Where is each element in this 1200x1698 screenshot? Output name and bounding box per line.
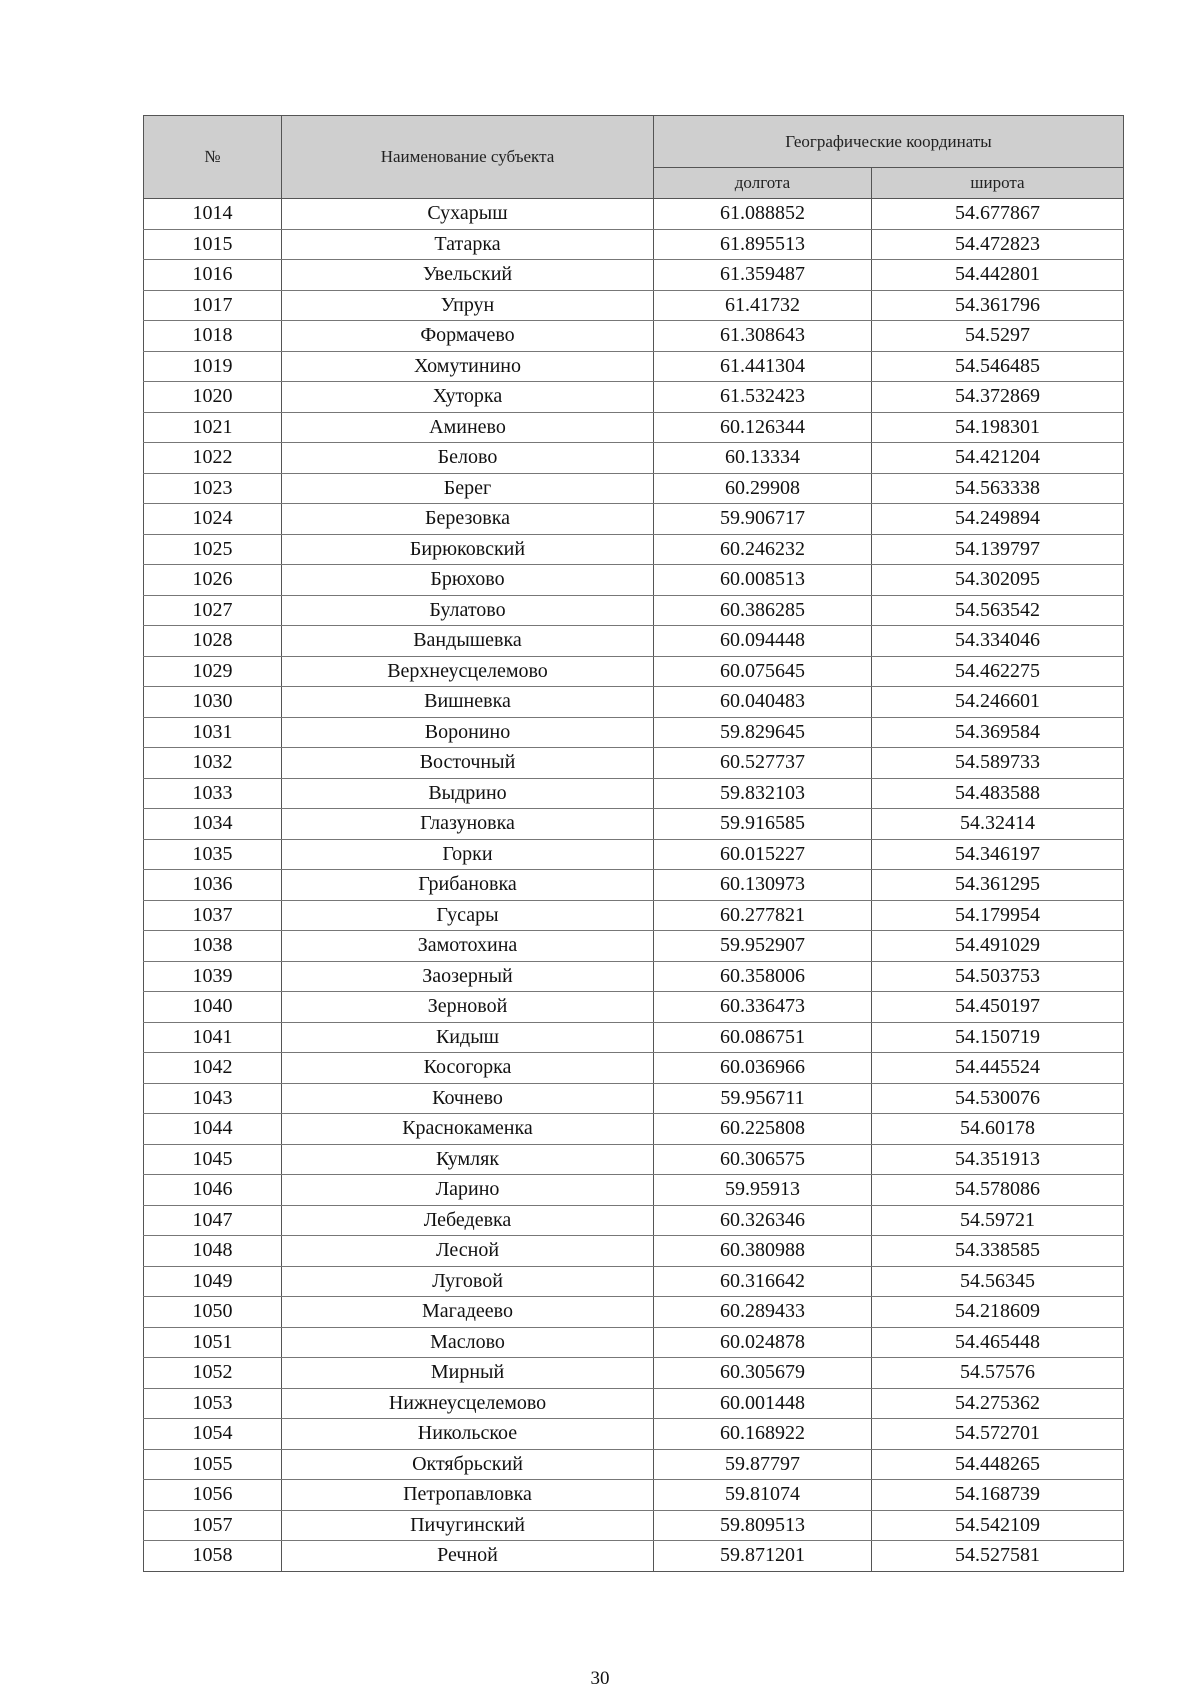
cell-longitude: 60.094448 <box>654 626 872 657</box>
table-row <box>144 1266 1124 1297</box>
cell-number: 1056 <box>144 1480 282 1511</box>
cell-latitude: 54.275362 <box>872 1388 1124 1419</box>
cell-latitude: 54.5297 <box>872 321 1124 352</box>
cell-latitude: 54.139797 <box>872 534 1124 565</box>
table-row <box>144 1144 1124 1175</box>
cell-latitude: 54.57576 <box>872 1358 1124 1389</box>
table-row <box>144 1053 1124 1084</box>
cell-longitude: 59.952907 <box>654 931 872 962</box>
cell-number: 1030 <box>144 687 282 718</box>
table-row <box>144 717 1124 748</box>
cell-longitude: 60.015227 <box>654 839 872 870</box>
table-row <box>144 656 1124 687</box>
cell-longitude: 60.126344 <box>654 412 872 443</box>
table-row <box>144 260 1124 291</box>
cell-latitude: 54.351913 <box>872 1144 1124 1175</box>
cell-latitude: 54.450197 <box>872 992 1124 1023</box>
cell-number: 1021 <box>144 412 282 443</box>
header-coordinates: Географические координаты <box>654 116 1124 168</box>
cell-number: 1031 <box>144 717 282 748</box>
cell-latitude: 54.472823 <box>872 229 1124 260</box>
table-row <box>144 412 1124 443</box>
cell-latitude: 54.150719 <box>872 1022 1124 1053</box>
cell-longitude: 59.916585 <box>654 809 872 840</box>
cell-longitude: 59.906717 <box>654 504 872 535</box>
table-row <box>144 229 1124 260</box>
cell-number: 1029 <box>144 656 282 687</box>
table-row <box>144 351 1124 382</box>
table-row <box>144 1236 1124 1267</box>
cell-longitude: 60.316642 <box>654 1266 872 1297</box>
table-row <box>144 1480 1124 1511</box>
table-row <box>144 1297 1124 1328</box>
cell-latitude: 54.462275 <box>872 656 1124 687</box>
cell-name: Петропавловка <box>282 1480 654 1511</box>
cell-number: 1050 <box>144 1297 282 1328</box>
cell-number: 1033 <box>144 778 282 809</box>
cell-number: 1054 <box>144 1419 282 1450</box>
cell-latitude: 54.372869 <box>872 382 1124 413</box>
table-row <box>144 1205 1124 1236</box>
table-row <box>144 1419 1124 1450</box>
cell-number: 1022 <box>144 443 282 474</box>
cell-name: Кумляк <box>282 1144 654 1175</box>
cell-longitude: 60.130973 <box>654 870 872 901</box>
cell-latitude: 54.491029 <box>872 931 1124 962</box>
cell-number: 1017 <box>144 290 282 321</box>
cell-number: 1015 <box>144 229 282 260</box>
cell-latitude: 54.361796 <box>872 290 1124 321</box>
header-name: Наименование субъекта <box>282 116 654 199</box>
cell-latitude: 54.530076 <box>872 1083 1124 1114</box>
cell-name: Косогорка <box>282 1053 654 1084</box>
cell-name: Кочнево <box>282 1083 654 1114</box>
cell-number: 1036 <box>144 870 282 901</box>
table-row <box>144 565 1124 596</box>
cell-number: 1049 <box>144 1266 282 1297</box>
cell-longitude: 61.895513 <box>654 229 872 260</box>
cell-longitude: 60.305679 <box>654 1358 872 1389</box>
cell-number: 1038 <box>144 931 282 962</box>
cell-latitude: 54.677867 <box>872 199 1124 230</box>
table-row <box>144 504 1124 535</box>
cell-longitude: 60.358006 <box>654 961 872 992</box>
cell-number: 1052 <box>144 1358 282 1389</box>
cell-latitude: 54.32414 <box>872 809 1124 840</box>
table-row <box>144 992 1124 1023</box>
table-row <box>144 1388 1124 1419</box>
cell-number: 1032 <box>144 748 282 779</box>
cell-longitude: 61.532423 <box>654 382 872 413</box>
cell-name: Воронино <box>282 717 654 748</box>
cell-name: Берег <box>282 473 654 504</box>
cell-longitude: 60.29908 <box>654 473 872 504</box>
cell-number: 1047 <box>144 1205 282 1236</box>
cell-name: Белово <box>282 443 654 474</box>
cell-longitude: 60.225808 <box>654 1114 872 1145</box>
cell-longitude: 59.832103 <box>654 778 872 809</box>
table-row <box>144 687 1124 718</box>
table-row <box>144 1175 1124 1206</box>
cell-longitude: 60.001448 <box>654 1388 872 1419</box>
cell-name: Грибановка <box>282 870 654 901</box>
cell-number: 1044 <box>144 1114 282 1145</box>
cell-number: 1016 <box>144 260 282 291</box>
cell-number: 1035 <box>144 839 282 870</box>
cell-latitude: 54.56345 <box>872 1266 1124 1297</box>
table-row <box>144 1083 1124 1114</box>
cell-name: Магадеево <box>282 1297 654 1328</box>
cell-longitude: 60.306575 <box>654 1144 872 1175</box>
cell-number: 1025 <box>144 534 282 565</box>
cell-name: Зерновой <box>282 992 654 1023</box>
cell-latitude: 54.246601 <box>872 687 1124 718</box>
cell-name: Кидыш <box>282 1022 654 1053</box>
table-row <box>144 1541 1124 1572</box>
cell-name: Нижнеусцелемово <box>282 1388 654 1419</box>
cell-name: Заозерный <box>282 961 654 992</box>
cell-longitude: 59.829645 <box>654 717 872 748</box>
cell-number: 1039 <box>144 961 282 992</box>
cell-number: 1051 <box>144 1327 282 1358</box>
cell-name: Луговой <box>282 1266 654 1297</box>
table-row <box>144 1510 1124 1541</box>
table-row <box>144 473 1124 504</box>
cell-number: 1027 <box>144 595 282 626</box>
cell-number: 1028 <box>144 626 282 657</box>
table-row <box>144 961 1124 992</box>
table-row <box>144 534 1124 565</box>
cell-longitude: 59.956711 <box>654 1083 872 1114</box>
cell-latitude: 54.445524 <box>872 1053 1124 1084</box>
cell-longitude: 60.527737 <box>654 748 872 779</box>
cell-name: Мирный <box>282 1358 654 1389</box>
cell-number: 1040 <box>144 992 282 1023</box>
cell-latitude: 54.369584 <box>872 717 1124 748</box>
cell-latitude: 54.465448 <box>872 1327 1124 1358</box>
cell-latitude: 54.346197 <box>872 839 1124 870</box>
table-row <box>144 290 1124 321</box>
cell-name: Вандышевка <box>282 626 654 657</box>
cell-longitude: 60.040483 <box>654 687 872 718</box>
cell-name: Увельский <box>282 260 654 291</box>
cell-name: Сухарыш <box>282 199 654 230</box>
cell-longitude: 59.871201 <box>654 1541 872 1572</box>
cell-latitude: 54.179954 <box>872 900 1124 931</box>
table-row <box>144 1358 1124 1389</box>
cell-name: Хомутинино <box>282 351 654 382</box>
cell-latitude: 54.249894 <box>872 504 1124 535</box>
table-row <box>144 900 1124 931</box>
cell-name: Пичугинский <box>282 1510 654 1541</box>
cell-name: Аминево <box>282 412 654 443</box>
cell-latitude: 54.578086 <box>872 1175 1124 1206</box>
cell-latitude: 54.361295 <box>872 870 1124 901</box>
cell-longitude: 60.075645 <box>654 656 872 687</box>
cell-name: Речной <box>282 1541 654 1572</box>
cell-name: Вишневка <box>282 687 654 718</box>
cell-longitude: 60.008513 <box>654 565 872 596</box>
coordinates-table <box>143 115 1124 1572</box>
page-number: 30 <box>590 1668 610 1689</box>
cell-number: 1034 <box>144 809 282 840</box>
table-row <box>144 626 1124 657</box>
cell-number: 1046 <box>144 1175 282 1206</box>
cell-longitude: 59.87797 <box>654 1449 872 1480</box>
cell-longitude: 61.359487 <box>654 260 872 291</box>
cell-number: 1055 <box>144 1449 282 1480</box>
cell-name: Лесной <box>282 1236 654 1267</box>
cell-longitude: 60.246232 <box>654 534 872 565</box>
table-row <box>144 443 1124 474</box>
cell-longitude: 61.441304 <box>654 351 872 382</box>
cell-longitude: 60.336473 <box>654 992 872 1023</box>
table-row <box>144 870 1124 901</box>
cell-name: Булатово <box>282 595 654 626</box>
cell-number: 1058 <box>144 1541 282 1572</box>
cell-longitude: 60.13334 <box>654 443 872 474</box>
cell-latitude: 54.218609 <box>872 1297 1124 1328</box>
cell-number: 1057 <box>144 1510 282 1541</box>
cell-name: Лебедевка <box>282 1205 654 1236</box>
cell-name: Октябрьский <box>282 1449 654 1480</box>
cell-name: Выдрино <box>282 778 654 809</box>
cell-name: Верхнеусцелемово <box>282 656 654 687</box>
cell-longitude: 60.277821 <box>654 900 872 931</box>
cell-number: 1019 <box>144 351 282 382</box>
cell-number: 1048 <box>144 1236 282 1267</box>
cell-longitude: 60.024878 <box>654 1327 872 1358</box>
header-latitude: широта <box>872 168 1124 199</box>
cell-latitude: 54.198301 <box>872 412 1124 443</box>
table-row <box>144 1449 1124 1480</box>
cell-latitude: 54.527581 <box>872 1541 1124 1572</box>
cell-longitude: 61.088852 <box>654 199 872 230</box>
cell-longitude: 60.380988 <box>654 1236 872 1267</box>
cell-number: 1024 <box>144 504 282 535</box>
cell-name: Формачево <box>282 321 654 352</box>
table-row <box>144 839 1124 870</box>
cell-longitude: 60.168922 <box>654 1419 872 1450</box>
cell-latitude: 54.334046 <box>872 626 1124 657</box>
cell-name: Маслово <box>282 1327 654 1358</box>
cell-longitude: 59.81074 <box>654 1480 872 1511</box>
cell-name: Краснокаменка <box>282 1114 654 1145</box>
cell-longitude: 61.308643 <box>654 321 872 352</box>
cell-latitude: 54.421204 <box>872 443 1124 474</box>
table-row <box>144 778 1124 809</box>
cell-longitude: 60.326346 <box>654 1205 872 1236</box>
cell-name: Гусары <box>282 900 654 931</box>
cell-latitude: 54.483588 <box>872 778 1124 809</box>
cell-name: Березовка <box>282 504 654 535</box>
table-body <box>144 199 1124 1572</box>
cell-name: Глазуновка <box>282 809 654 840</box>
cell-name: Бирюковский <box>282 534 654 565</box>
table-row <box>144 1114 1124 1145</box>
cell-name: Упрун <box>282 290 654 321</box>
cell-number: 1042 <box>144 1053 282 1084</box>
cell-longitude: 60.386285 <box>654 595 872 626</box>
cell-longitude: 59.95913 <box>654 1175 872 1206</box>
cell-number: 1041 <box>144 1022 282 1053</box>
table-row <box>144 595 1124 626</box>
cell-latitude: 54.572701 <box>872 1419 1124 1450</box>
cell-latitude: 54.563542 <box>872 595 1124 626</box>
cell-name: Восточный <box>282 748 654 779</box>
cell-name: Никольское <box>282 1419 654 1450</box>
cell-longitude: 59.809513 <box>654 1510 872 1541</box>
cell-latitude: 54.338585 <box>872 1236 1124 1267</box>
cell-longitude: 60.036966 <box>654 1053 872 1084</box>
cell-name: Брюхово <box>282 565 654 596</box>
cell-number: 1018 <box>144 321 282 352</box>
table-row <box>144 748 1124 779</box>
cell-name: Татарка <box>282 229 654 260</box>
cell-number: 1023 <box>144 473 282 504</box>
cell-latitude: 54.442801 <box>872 260 1124 291</box>
header-longitude: долгота <box>654 168 872 199</box>
cell-latitude: 54.168739 <box>872 1480 1124 1511</box>
table-row <box>144 321 1124 352</box>
cell-longitude: 60.289433 <box>654 1297 872 1328</box>
cell-latitude: 54.563338 <box>872 473 1124 504</box>
table-row <box>144 931 1124 962</box>
cell-number: 1045 <box>144 1144 282 1175</box>
cell-number: 1043 <box>144 1083 282 1114</box>
cell-name: Хуторка <box>282 382 654 413</box>
cell-number: 1026 <box>144 565 282 596</box>
table-row <box>144 1022 1124 1053</box>
cell-latitude: 54.59721 <box>872 1205 1124 1236</box>
cell-latitude: 54.302095 <box>872 565 1124 596</box>
table-row <box>144 382 1124 413</box>
table-row <box>144 1327 1124 1358</box>
cell-latitude: 54.546485 <box>872 351 1124 382</box>
table-header <box>144 116 1124 199</box>
cell-name: Замотохина <box>282 931 654 962</box>
cell-latitude: 54.542109 <box>872 1510 1124 1541</box>
cell-latitude: 54.60178 <box>872 1114 1124 1145</box>
header-number: № <box>144 116 282 199</box>
cell-latitude: 54.589733 <box>872 748 1124 779</box>
cell-number: 1014 <box>144 199 282 230</box>
cell-name: Ларино <box>282 1175 654 1206</box>
cell-number: 1020 <box>144 382 282 413</box>
cell-number: 1053 <box>144 1388 282 1419</box>
cell-longitude: 60.086751 <box>654 1022 872 1053</box>
table-row <box>144 809 1124 840</box>
cell-number: 1037 <box>144 900 282 931</box>
cell-name: Горки <box>282 839 654 870</box>
cell-latitude: 54.503753 <box>872 961 1124 992</box>
table-row <box>144 199 1124 230</box>
cell-latitude: 54.448265 <box>872 1449 1124 1480</box>
cell-longitude: 61.41732 <box>654 290 872 321</box>
